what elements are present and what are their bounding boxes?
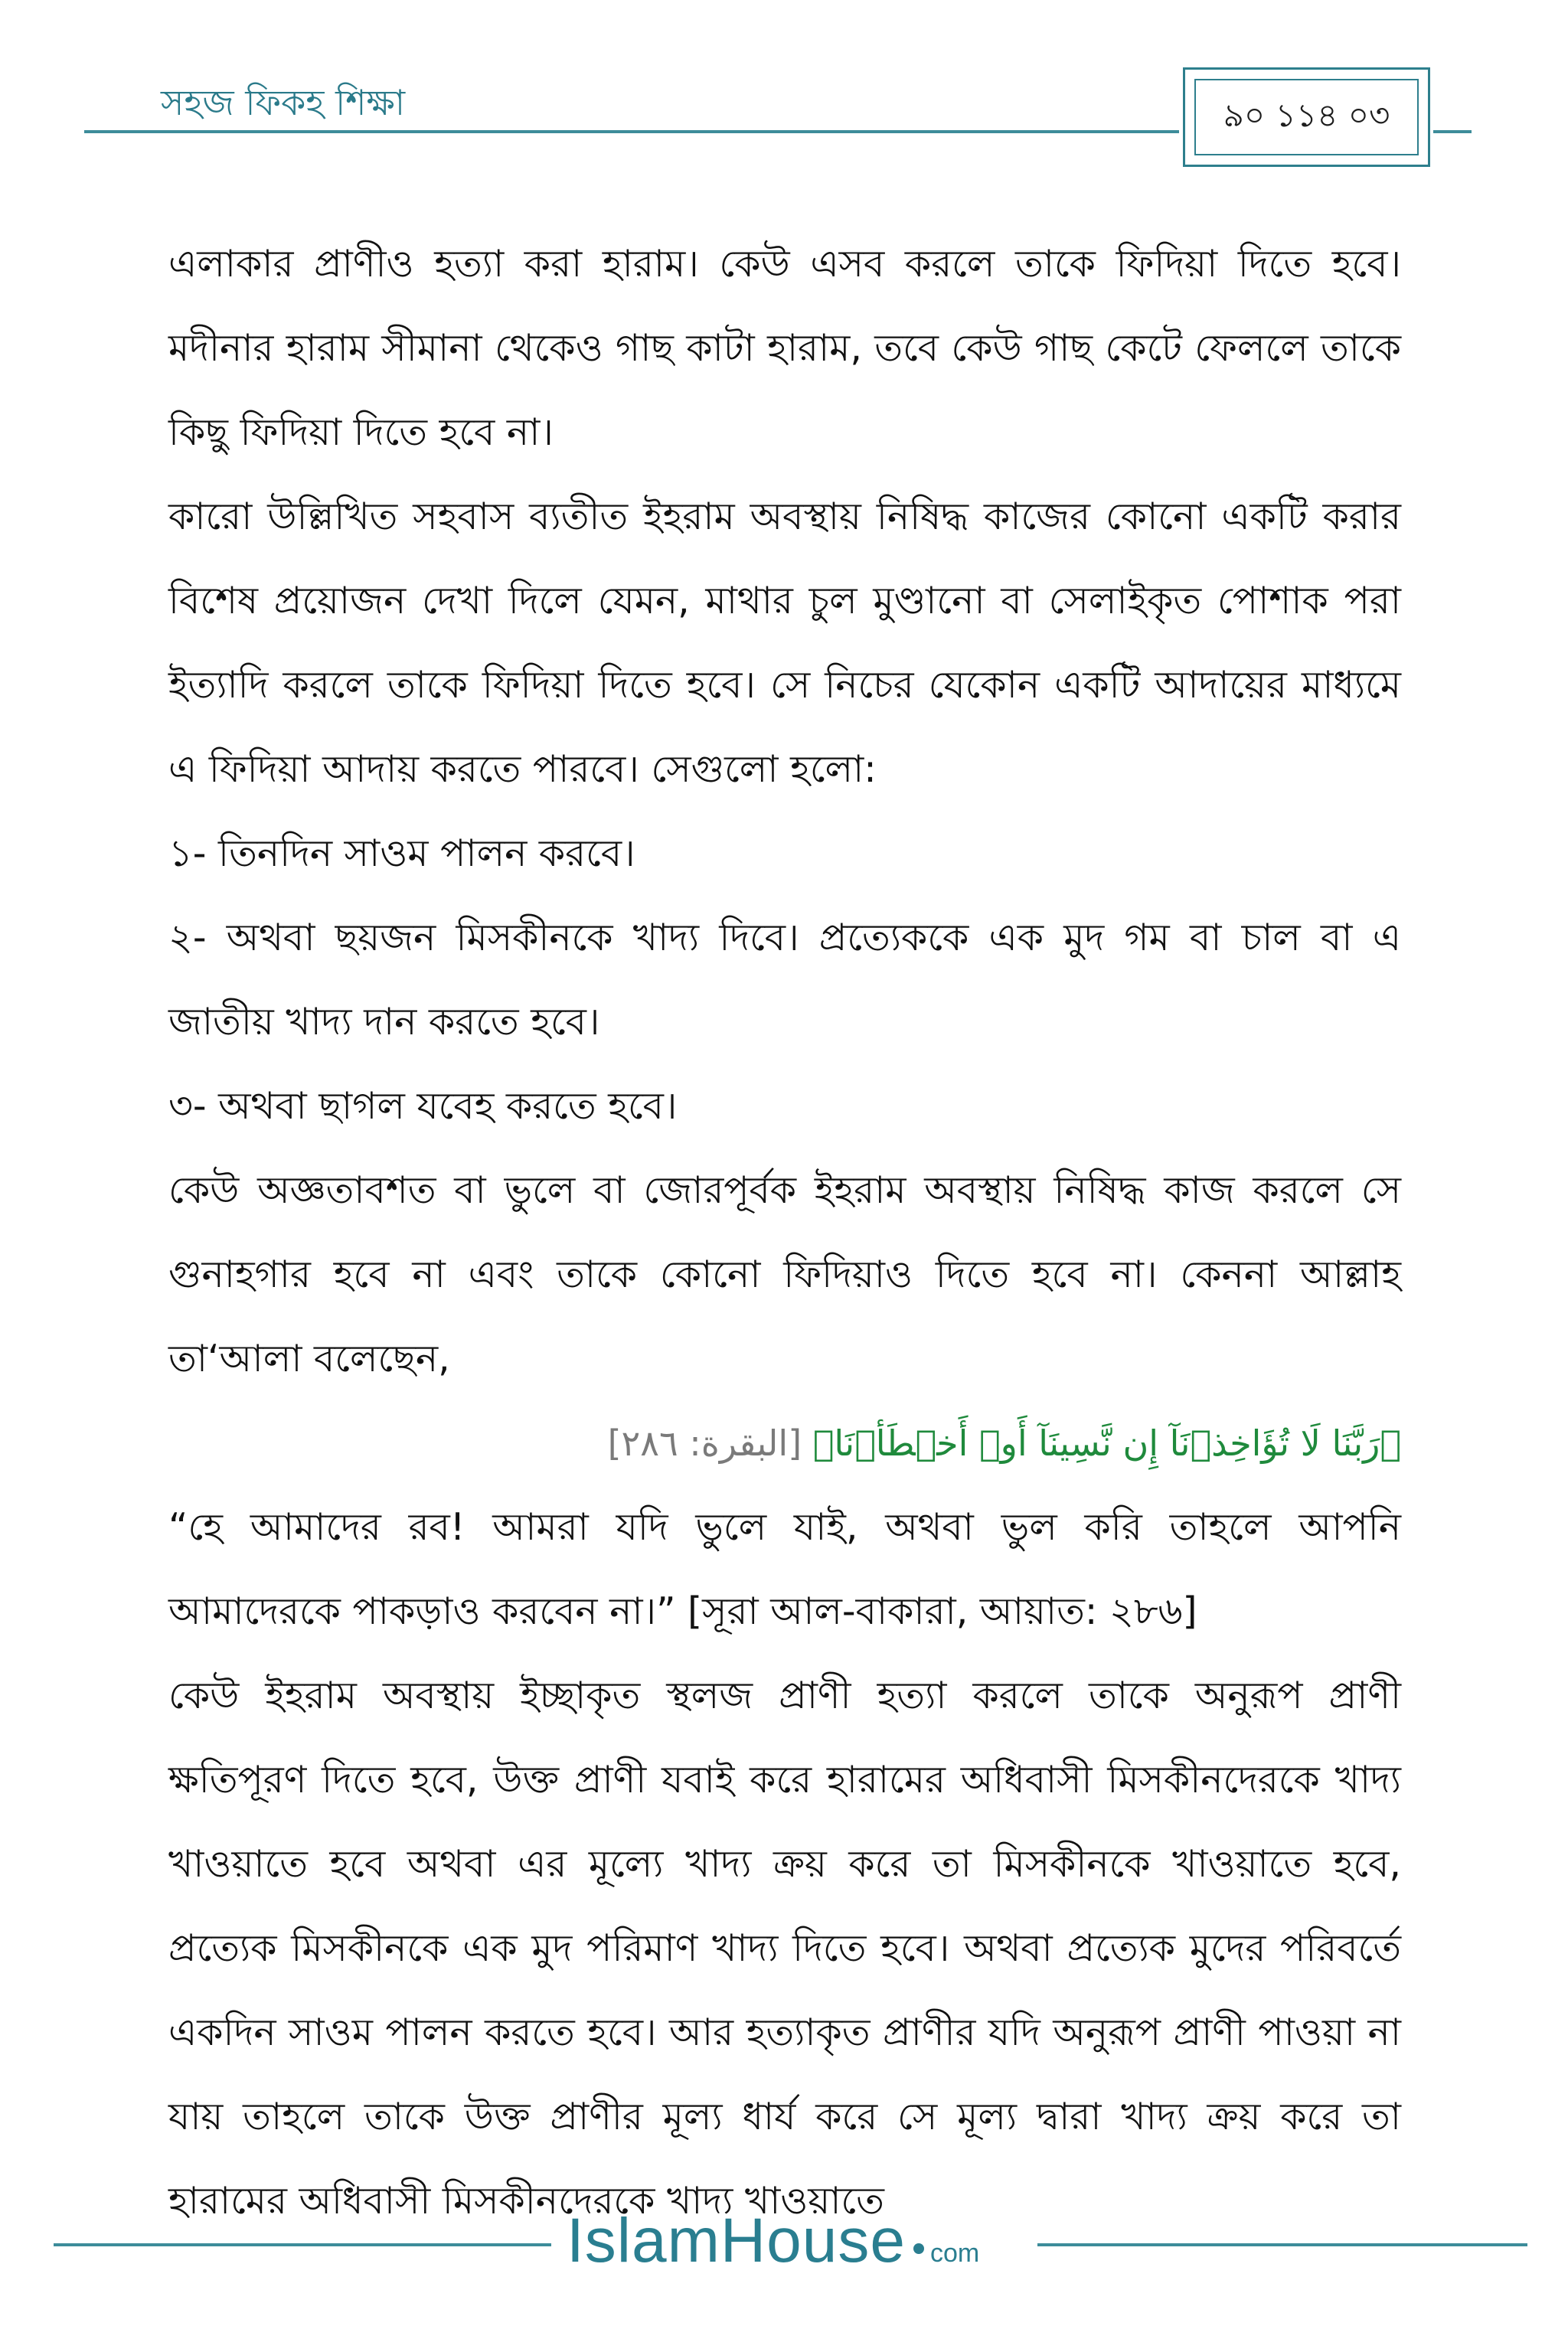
quran-verse-reference: [البقرة: ٢٨٦] bbox=[607, 1423, 802, 1464]
header-divider-right bbox=[1433, 130, 1472, 133]
list-item: ১- তিনদিন সাওম পালন করবে। bbox=[168, 831, 635, 875]
quran-verse bbox=[168, 1401, 1401, 1485]
quran-verse-text: ﴿رَبَّنَا لَا تُؤَاخِذۡنَآ إِن نَّسِينَآ أَوۡ أَخۡطَأۡنَا﴾ bbox=[812, 1423, 1401, 1464]
list-item: ৩- অথবা ছাগল যবেহ করতে হবে। bbox=[168, 1084, 678, 1128]
logo-brand-text: IslamHouse bbox=[567, 2206, 906, 2275]
page-body bbox=[168, 222, 1401, 2243]
page-number-box bbox=[1183, 67, 1430, 167]
footer-divider-left bbox=[54, 2243, 551, 2246]
paragraph: কেউ অজ্ঞতাবশত বা ভুলে বা জোরপূর্বক ইহরাম অবস্থায় নিষিদ্ধ কাজ করলে সে গুনাহগার হবে না এবং তাকে কোনো ফিদিয়াও দিতে হবে না। কেননা আল্লাহ তা‘আলা বলেছেন, bbox=[168, 1168, 1401, 1380]
paragraph: কারো উল্লিখিত সহবাস ব্যতীত ইহরাম অবস্থায় নিষিদ্ধ কাজের কোনো একটি করার বিশেষ প্রয়োজন দেখা দিলে যেমন, মাথার চুল মুণ্ডানো বা সেলাইকৃত পোশাক পরা ইত্যাদি করলে তাকে ফিদিয়া দিতে হবে। সে নিচের যেকোন একটি আদায়ের মাধ্যমে এ ফিদিয়া আদায় করতে পারবে। সেগুলো হলো: bbox=[168, 495, 1401, 791]
list-item: ২- অথবা ছয়জন মিসকীনকে খাদ্য দিবে। প্রত্যেককে এক মুদ গম বা চাল বা এ জাতীয় খাদ্য দান করতে হবে। bbox=[168, 916, 1402, 1044]
logo-dot-icon bbox=[913, 2243, 924, 2254]
logo-domain-text: com bbox=[929, 2239, 980, 2268]
paragraph: কেউ ইহরাম অবস্থায় ইচ্ছাকৃত স্থলজ প্রাণী হত্যা করলে তাকে অনুরূপ প্রাণী ক্ষতিপূরণ দিতে হবে, উক্ত প্রাণী যবাই করে হারামের অধিবাসী মিসকীনদেরকে খাদ্য খাওয়াতে হবে অথবা এর মূল্যে খাদ্য ক্রয় করে তা মিসকীনকে খাওয়াতে হবে, প্রত্যেক মিসকীনকে এক মুদ পরিমাণ খাদ্য দিতে হবে। অথবা প্রত্যেক মুদের পরিবর্তে একদিন সাওম পালন করতে হবে। আর হত্যাকৃত প্রাণীর যদি অনুরূপ প্রাণী পাওয়া না যায় তাহলে তাকে উক্ত প্রাণীর মূল্য ধার্য করে সে মূল্য দ্বারা খাদ্য ক্রয় করে তা হারামের অধিবাসী মিসকীনদেরকে খাদ্য খাওয়াতে bbox=[168, 1674, 1401, 2223]
verse-translation: “হে আমাদের রব! আমরা যদি ভুলে যাই, অথবা ভুল করি তাহলে আপনি আমাদেরকে পাকড়াও করবেন না।” [সূরা আল-বাকারা, আয়াত: ২৮৬] bbox=[168, 1505, 1401, 1633]
islamhouse-logo bbox=[567, 2205, 979, 2282]
header-divider bbox=[84, 130, 1179, 133]
book-title: সহজ ফিকহ শিক্ষা bbox=[161, 82, 406, 123]
page-number: ৯০ ১১৪ ০৩ bbox=[1194, 79, 1419, 155]
footer-divider-right bbox=[1037, 2243, 1527, 2246]
paragraph: এলাকার প্রাণীও হত্যা করা হারাম। কেউ এসব করলে তাকে ফিদিয়া দিতে হবে। মদীনার হারাম সীমানা থেকেও গাছ কাটা হারাম, তবে কেউ গাছ কেটে ফেললে তাকে কিছু ফিদিয়া দিতে হবে না। bbox=[168, 242, 1401, 454]
